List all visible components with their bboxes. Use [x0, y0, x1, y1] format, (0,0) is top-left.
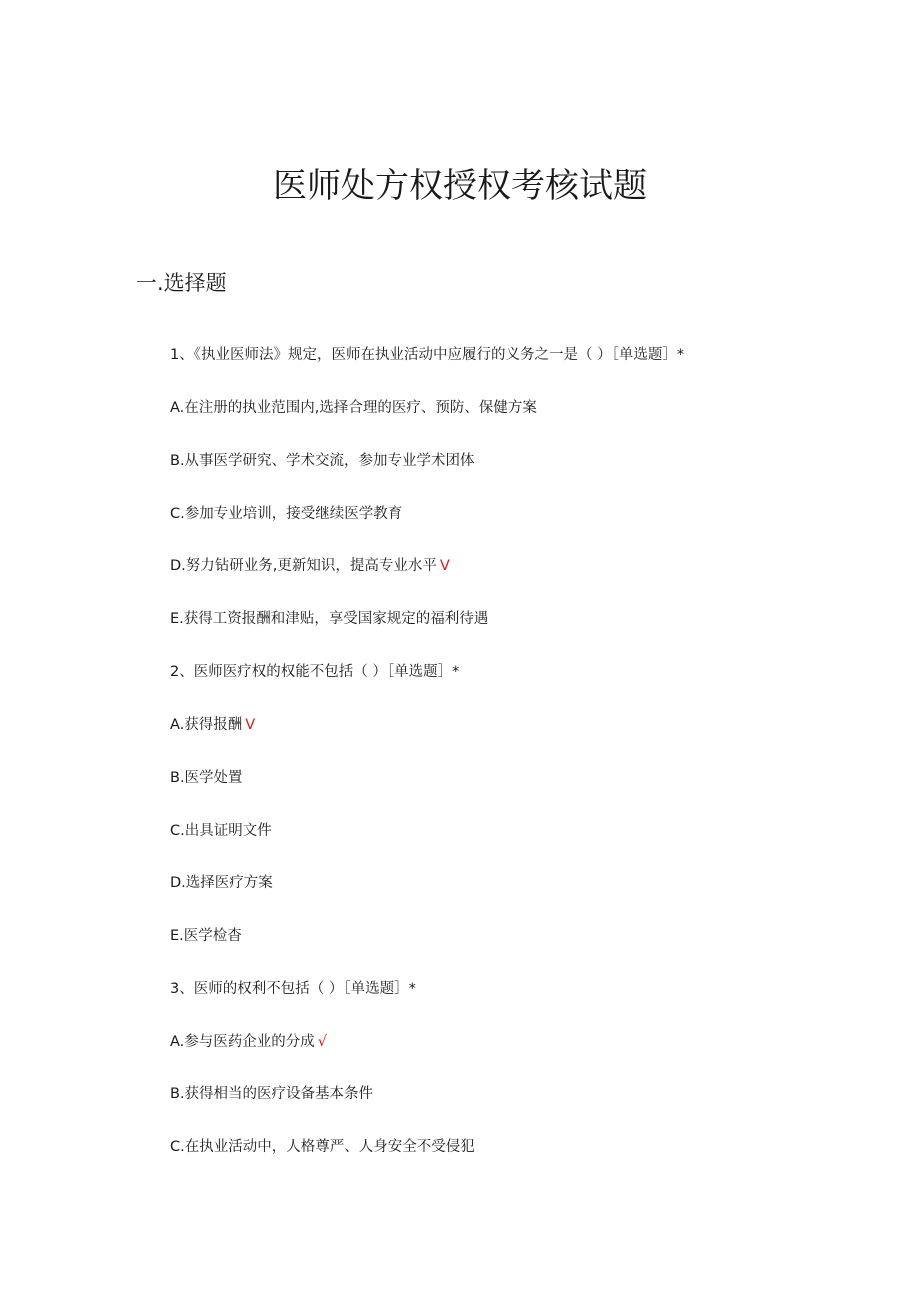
option-text: A.参与医药企业的分成: [170, 1034, 315, 1050]
answer-check-mark: √: [317, 1034, 328, 1050]
option-text: E.医学检杳: [170, 928, 242, 944]
option-text: D.努力钻研业务,更新知识，提高专业水平: [170, 558, 437, 574]
question-3-option-a: [170, 1031, 327, 1053]
question-3-option-c: [170, 1136, 478, 1158]
option-text: A.获得报酬: [170, 717, 243, 733]
option-text: B.医学处置: [170, 770, 243, 786]
answer-check-mark: V: [439, 558, 450, 574]
question-1-option-b: [170, 450, 478, 472]
question-1-option-a: [170, 397, 540, 419]
option-text: C.参加专业培训，接受继续医学教育: [170, 506, 403, 522]
question-1-option-d: [170, 555, 450, 577]
answer-check-mark: V: [245, 717, 256, 733]
option-text: D.选择医疗方案: [170, 875, 273, 891]
question-2-option-c: [170, 820, 275, 842]
option-text: E.获得工资报酬和津贴，享受国家规定的福利待遇: [170, 611, 489, 627]
question-2-option-a: [170, 714, 255, 736]
option-text: B.从事医学研究、学术交流，参加专业学术团体: [170, 453, 475, 469]
question-1-stem: 1、《执业医师法》规定，医师在执业活动中应履行的义务之一是（ ）［单选题］*: [170, 347, 685, 363]
option-text: B.获得相当的医疗设备基本条件: [170, 1086, 374, 1102]
option-text: C.出具证明文件: [170, 823, 272, 839]
question-3-option-b: [170, 1083, 376, 1105]
option-text: A.在注册的执业范围内,选择合理的医疗、预防、保健方案: [170, 400, 537, 416]
option-text: C.在执业活动中，人格尊严、人身安全不受侵犯: [170, 1139, 475, 1155]
section-heading: 一.选择题: [136, 271, 227, 295]
question-3-stem: 3、医师的权利不包括（ ）［单选题］*: [170, 981, 416, 997]
question-1-option-e: [170, 608, 491, 630]
question-2-option-d: [170, 872, 276, 894]
question-2-option-b: [170, 767, 246, 789]
question-1-option-c: [170, 503, 405, 525]
page-title: 医师处方权授权考核试题: [273, 166, 647, 206]
question-2-option-e: [170, 925, 245, 947]
question-2-stem: 2、医师医疗权的权能不包括（ ）［单选题］*: [170, 664, 460, 680]
